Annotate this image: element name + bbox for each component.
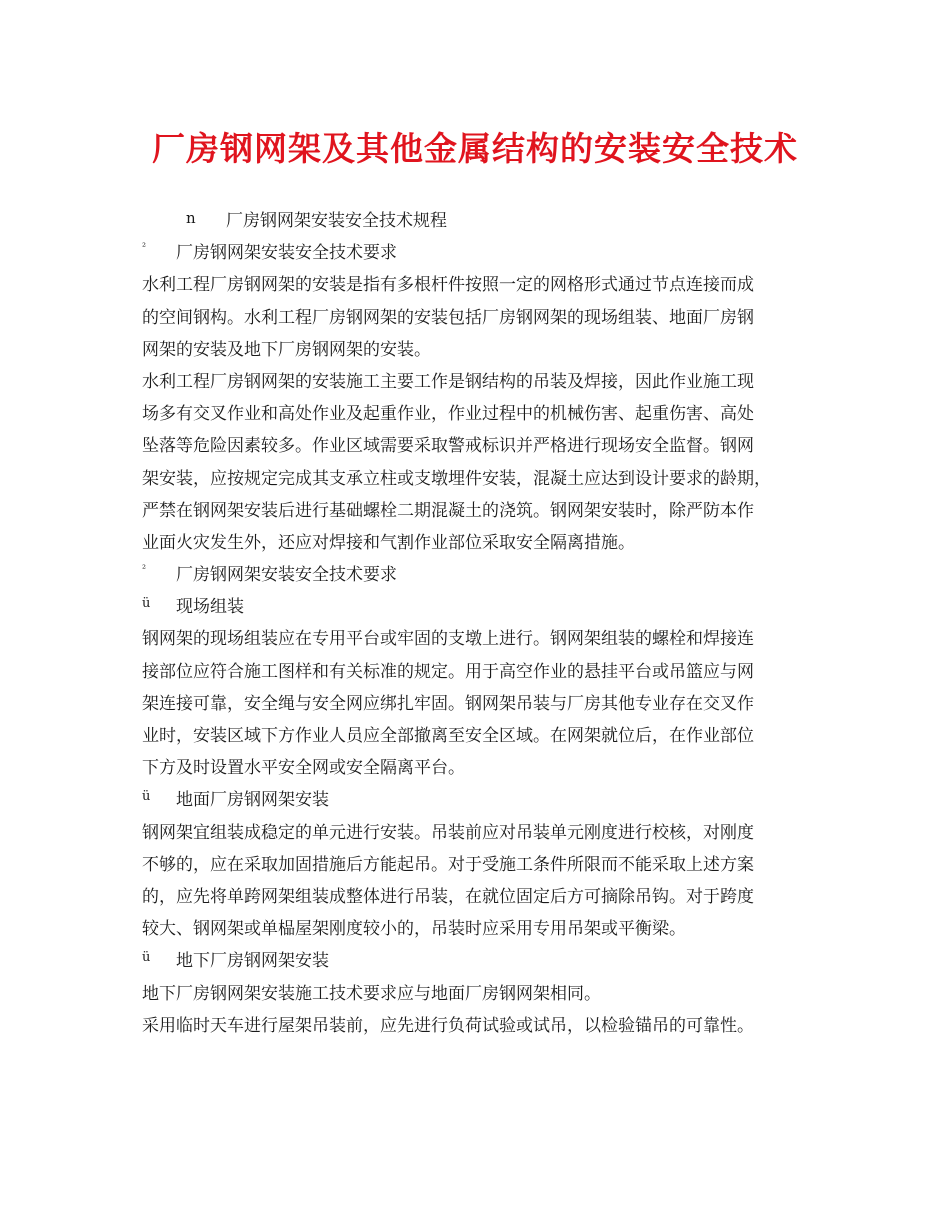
paragraph-line: 不够的，应在采取加固措施后方能起吊。对于受施工条件所限而不能采取上述方案 — [142, 854, 754, 875]
paragraph-line: 钢网架宜组装成稳定的单元进行安装。吊装前应对吊装单元刚度进行校核，对刚度 — [142, 822, 754, 843]
paragraph-line: 水利工程厂房钢网架的安装施工主要工作是钢结构的吊装及焊接，因此作业施工现 — [142, 371, 754, 392]
subsection-heading-text: 地面厂房钢网架安装 — [176, 790, 329, 811]
square-bullet-icon: n — [186, 209, 196, 227]
document-title: 厂房钢网架及其他金属结构的安装安全技术 — [152, 129, 798, 168]
diamond-bullet-icon: ² — [142, 564, 147, 576]
paragraph-line: 严禁在钢网架安装后进行基础螺栓二期混凝土的浇筑。钢网架安装时，除严防本作 — [142, 500, 754, 521]
paragraph-line: 的，应先将单跨网架组装成整体进行吊装，在就位固定后方可摘除吊钩。对于跨度 — [142, 886, 754, 907]
document-body — [142, 205, 822, 1042]
heading-level1 — [142, 205, 822, 237]
section-heading — [142, 559, 822, 591]
paragraph-5 — [142, 978, 822, 1042]
subsection-heading — [142, 784, 822, 816]
heading-level1-text: 厂房钢网架安装安全技术规程 — [226, 211, 447, 231]
checkmark-bullet-icon: ü — [142, 950, 151, 966]
paragraph-line: 业面火灾发生外，还应对焊接和气割作业部位采取安全隔离措施。 — [142, 532, 635, 553]
paragraph-line: 架连接可靠，安全绳与安全网应绑扎牢固。钢网架吊装与厂房其他专业存在交叉作 — [142, 693, 754, 714]
diamond-bullet-icon: ² — [142, 242, 147, 254]
paragraph-line: 钢网架的现场组装应在专用平台或牢固的支墩上进行。钢网架组装的螺栓和焊接连 — [142, 629, 754, 650]
subsection-heading-text: 地下厂房钢网架安装 — [176, 951, 329, 972]
paragraph-line: 下方及时设置水平安全网或安全隔离平台。 — [142, 758, 465, 779]
paragraph-4 — [142, 817, 822, 946]
paragraph-line: 网架的安装及地下厂房钢网架的安装。 — [142, 339, 431, 360]
paragraph-line: 接部位应符合施工图样和有关标准的规定。用于高空作业的悬挂平台或吊篮应与网 — [142, 661, 754, 682]
section-heading-text: 厂房钢网架安装安全技术要求 — [176, 243, 397, 264]
section-heading-text: 厂房钢网架安装安全技术要求 — [176, 565, 397, 586]
paragraph-line: 的空间钢构。水利工程厂房钢网架的安装包括厂房钢网架的现场组装、地面厂房钢 — [142, 307, 754, 328]
paragraph-3 — [142, 623, 822, 784]
paragraph-line: 场多有交叉作业和高处作业及起重作业，作业过程中的机械伤害、起重伤害、高处 — [142, 404, 754, 425]
paragraph-line: 地下厂房钢网架安装施工技术要求应与地面厂房钢网架相同。 — [142, 983, 601, 1004]
paragraph-line: 坠落等危险因素较多。作业区域需要采取警戒标识并严格进行现场安全监督。钢网 — [142, 436, 754, 457]
paragraph-line: 较大、钢网架或单榀屋架刚度较小的，吊装时应采用专用吊架或平衡梁。 — [142, 919, 686, 940]
paragraph-2 — [142, 366, 822, 559]
subsection-heading — [142, 591, 822, 623]
subsection-heading — [142, 945, 822, 977]
paragraph-line: 水利工程厂房钢网架的安装是指有多根杆件按照一定的网格形式通过节点连接而成 — [142, 275, 754, 296]
checkmark-bullet-icon: ü — [142, 596, 151, 612]
checkmark-bullet-icon: ü — [142, 789, 151, 805]
paragraph-line: 业时，安装区域下方作业人员应全部撤离至安全区域。在网架就位后，在作业部位 — [142, 726, 754, 746]
paragraph-1 — [142, 269, 822, 366]
paragraph-line: 采用临时天车进行屋架吊装前，应先进行负荷试验或试吊，以检验锚吊的可靠性。 — [142, 1015, 754, 1036]
section-heading — [142, 237, 822, 269]
paragraph-line: 架安装，应按规定完成其支承立柱或支墩埋件安装，混凝土应达到设计要求的龄期， — [142, 468, 771, 489]
subsection-heading-text: 现场组装 — [176, 597, 244, 618]
